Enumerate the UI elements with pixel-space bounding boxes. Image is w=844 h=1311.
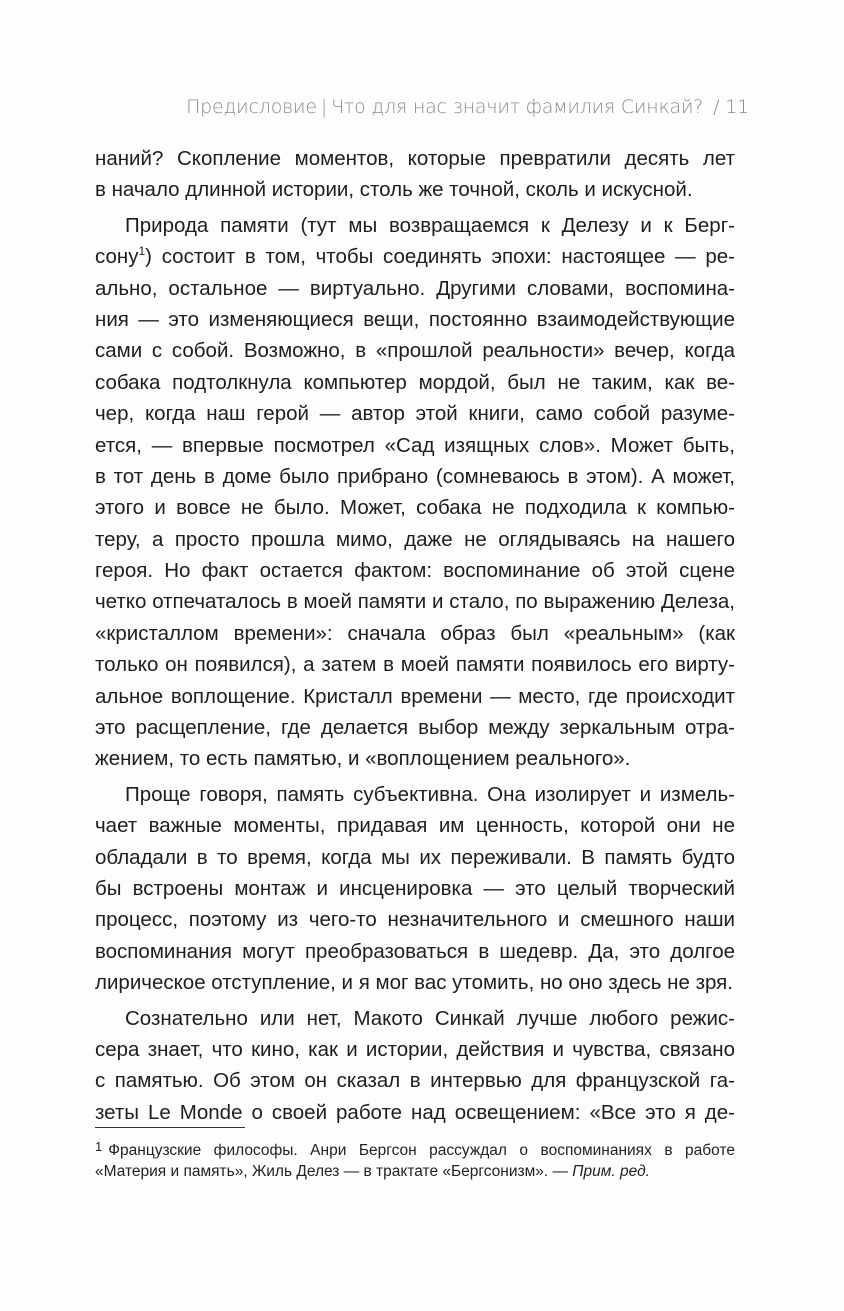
text-line: сами с собой. Возможно, в «прошлой реальности» вечер, когда	[95, 339, 735, 363]
text-line: бы встроены монтаж и инсценировка — это целый творческий	[95, 876, 735, 900]
footnote-line	[95, 1134, 735, 1159]
text-line: альное воплощение. Кристалл времени — место, где происходит	[95, 684, 735, 708]
text-line: ния — это изменяющиеся вещи, постоянно взаимодействующие	[95, 307, 735, 331]
text-line: жением, то есть памятью, и «воплощением реального».	[95, 747, 631, 771]
text-line: только он появился), а затем в моей памяти появилось его вирту-	[95, 653, 735, 677]
text-line: наний? Скопление моментов, которые превратили десять лет	[95, 147, 735, 170]
text-line: чает важные моменты, придавая им ценность, которой они не	[95, 814, 735, 838]
text-line: процесс, поэтому из чего-то незначительного и смешного наши	[95, 908, 735, 932]
text-line: Проще говоря, память субъективна. Она изолирует и измель-	[125, 782, 735, 806]
text-line: ально, остальное — виртуально. Другими словами, воспомина-	[95, 276, 735, 300]
paragraph-1	[95, 143, 735, 206]
footnote-number: 1	[95, 1139, 103, 1154]
paragraph-2	[95, 210, 735, 775]
text-line: в тот день в доме было прибрано (сомневаюсь в этом). А может,	[95, 464, 735, 488]
text-line: четко отпечаталось в моей памяти и стало, по выражению Делеза,	[95, 590, 735, 614]
paragraph-4	[95, 1003, 735, 1129]
text-line: лирическое отступление, и я мог вас утомить, но оно здесь не зря.	[95, 971, 733, 995]
footnote-ref[interactable]: 1	[138, 244, 146, 259]
text-line: Природа памяти (тут мы возвращаемся к Делезу и к Берг-	[125, 213, 735, 237]
text-line: сера знает, что кино, как и истории, действия и чувства, связано	[95, 1037, 735, 1061]
footnote-line	[95, 1159, 735, 1184]
text-line: Сознательно или нет, Макото Синкай лучше любого режис-	[125, 1006, 735, 1030]
text-line: обладали в то время, когда мы их переживали. В память будто	[95, 845, 735, 869]
text-line: это расщепление, где делается выбор между зеркальным отра-	[95, 716, 735, 740]
running-head-separator: |	[320, 96, 328, 118]
text-fragment: сону	[95, 245, 139, 269]
text-fragment: )	[145, 245, 152, 269]
text-fragment: состоит в том, чтобы соединять эпохи: настоящее — ре-	[161, 245, 735, 269]
text-line: зеты Le Monde о своей работе над освещением: «Все это я де-	[95, 1100, 735, 1124]
body-text	[95, 143, 735, 1132]
page-number: / 11	[713, 96, 749, 118]
text-line: собака подтолкнула компьютер мордой, был не таким, как ве-	[95, 370, 735, 394]
text-line: в начало длинной истории, столь же точной, сколь и искусной.	[95, 178, 693, 202]
footnote-divider	[95, 1127, 245, 1128]
text-line	[95, 241, 735, 272]
text-line: теру, а просто прошла мимо, даже не оглядываясь на нашего	[95, 527, 735, 551]
footnote-text: Французские философы. Анри Бергсон рассуждал о воспоминаниях в работе	[108, 1142, 735, 1159]
running-head-chapter: Что для нас значит фамилия Синкай?	[331, 96, 704, 118]
text-line: ется, — впервые посмотрел «Сад изящных слов». Может быть,	[95, 433, 735, 457]
text-line: «кристаллом времени»: сначала образ был «реальным» (как	[95, 621, 735, 645]
text-line: с памятью. Об этом он сказал в интервью для французской га-	[95, 1069, 735, 1093]
text-line: чер, когда наш герой — автор этой книги, само собой разуме-	[95, 402, 735, 426]
text-line: воспоминания могут преобразоваться в шедевр. Да, это долгое	[95, 939, 735, 963]
text-line: этого и вовсе не было. Может, собака не подходила к компью-	[95, 496, 735, 520]
editor-note: Прим. ред.	[572, 1163, 650, 1180]
footnote-text: «Материя и память», Жиль Делез — в трактате «Бергсонизм». —	[95, 1163, 573, 1180]
running-head-section: Предисловие	[186, 96, 317, 118]
paragraph-3	[95, 779, 735, 999]
footnote	[95, 1134, 735, 1184]
text-line: героя. Но факт остается фактом: воспоминание об этой сцене	[95, 559, 735, 583]
running-head	[186, 96, 749, 118]
